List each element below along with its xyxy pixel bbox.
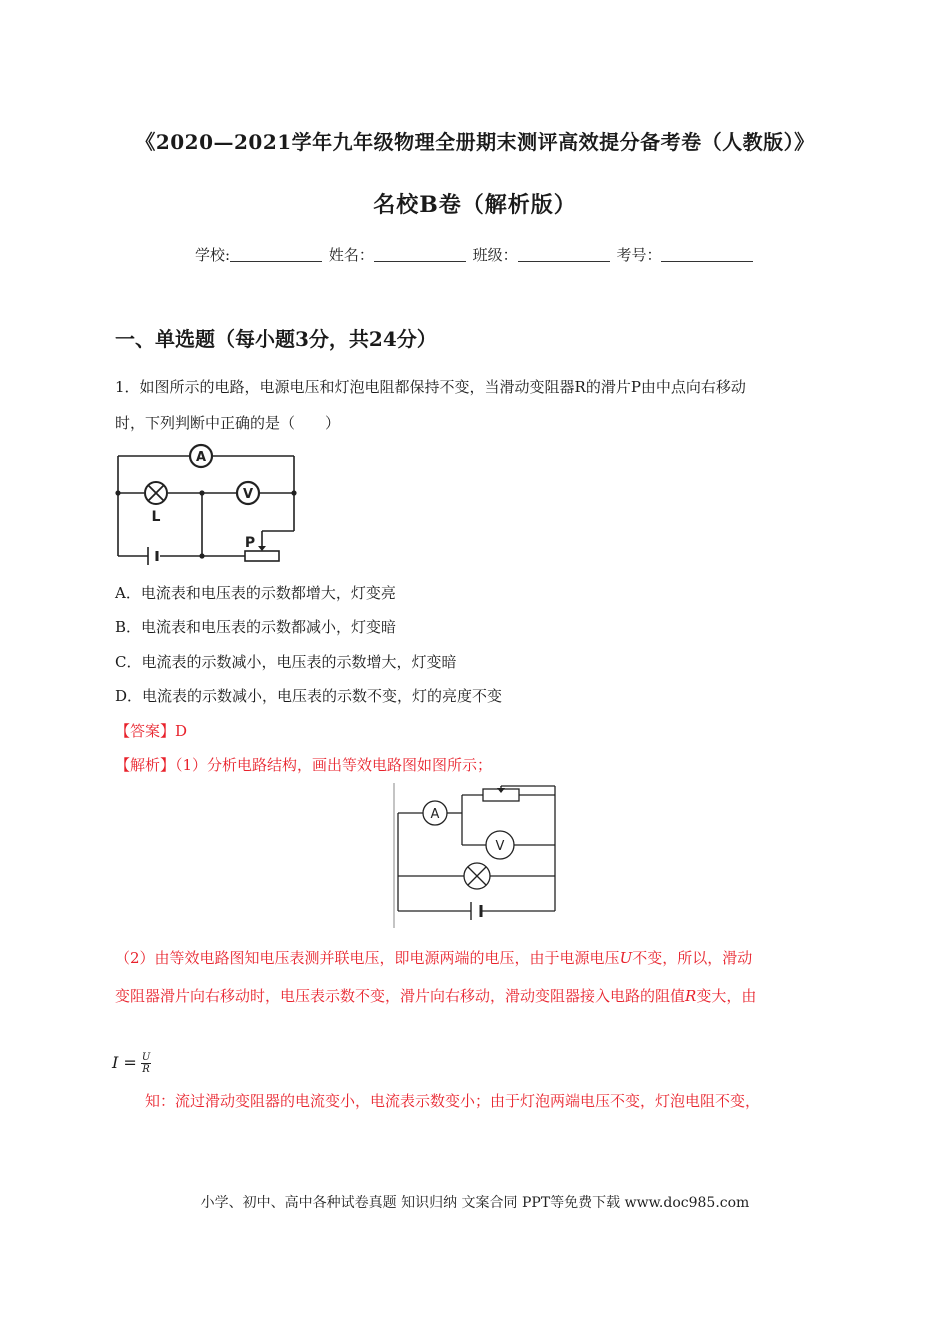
option-c: C．电流表的示数减小，电压表的示数增大，灯变暗	[115, 653, 457, 671]
page-footer: 小学、初中、高中各种试卷真题 知识归纳 文案合同 PPT等免费下载 www.doc985.com	[200, 1195, 750, 1211]
analysis-line1	[115, 754, 492, 775]
class-blank	[518, 247, 610, 262]
option-a: A．电流表和电压表的示数都增大，灯变亮	[115, 584, 396, 602]
formula-denominator: R	[142, 1064, 150, 1075]
voltmeter-icon	[237, 482, 259, 504]
name-label: 姓名：	[328, 246, 374, 264]
equiv-voltmeter-icon	[486, 831, 514, 859]
analysis-p2-line2	[115, 985, 756, 1006]
question-stem-line1: 1．如图所示的电路，电源电压和灯泡电阻都保持不变，当滑动变阻器R的滑片P由中点向右移动	[115, 378, 746, 396]
section-heading: 一、单选题（每小题3分，共24分）	[115, 327, 437, 351]
question-stem-line2: 时，下列判断中正确的是（ ）	[115, 414, 341, 432]
number-label: 考号：	[616, 246, 662, 264]
equiv-ammeter-icon	[423, 801, 447, 825]
option-b: B．电流表和电压表的示数都减小，灯变暗	[115, 618, 397, 636]
analysis-p2-text2b: 变大，由	[696, 987, 757, 1005]
analysis-text1: （1）分析电路结构，画出等效电路图如图所示；	[175, 756, 493, 774]
formula-lhs: I =	[112, 1053, 137, 1072]
ohms-law-formula	[112, 1052, 151, 1075]
ammeter-icon	[190, 445, 212, 467]
lamp-icon	[145, 482, 167, 504]
ammeter-label: A	[195, 450, 207, 465]
formula-numerator: U	[141, 1052, 151, 1063]
answer-line: 【答案】D	[115, 722, 188, 740]
formula-fraction	[141, 1052, 151, 1075]
lamp-label: L	[151, 509, 161, 525]
document-title: 《2020—2021学年九年级物理全册期末测评高效提分备考卷（人教版）》	[135, 130, 815, 154]
equivalent-circuit-diagram	[390, 783, 562, 928]
circuit-diagram	[110, 443, 310, 568]
var-r: R	[685, 987, 697, 1005]
document-subtitle: 名校B卷（解析版）	[373, 192, 577, 218]
equiv-ammeter-label: A	[430, 807, 440, 822]
analysis-p2-line1	[115, 947, 752, 968]
option-d: D．电流表的示数减小，电压表的示数不变，灯的亮度不变	[115, 687, 503, 705]
voltmeter-label: V	[242, 487, 254, 502]
analysis-tag: 【解析】	[115, 756, 176, 774]
analysis-p2-text2a: 变阻器滑片向右移动时，电压表示数不变，滑片向右移动，滑动变阻器接入电路的阻值	[115, 987, 686, 1005]
student-info-row	[195, 244, 755, 265]
slider-label: P	[244, 535, 256, 551]
analysis-p3: 知：流过滑动变阻器的电流变小，电流表示数变小；由于灯泡两端电压不变，灯泡电阻不变，	[145, 1092, 761, 1110]
analysis-p2-text1a: （2）由等效电路图知电压表测并联电压，即电源两端的电压，由于电源电压	[115, 949, 620, 967]
var-u: U	[619, 949, 633, 967]
number-blank	[661, 247, 753, 262]
equiv-lamp-icon	[464, 863, 490, 889]
analysis-p2-text1b: 不变，所以，滑动	[632, 949, 753, 967]
school-blank	[230, 247, 322, 262]
school-label: 学校:	[195, 246, 231, 264]
equiv-voltmeter-label: V	[495, 839, 505, 854]
class-label: 班级：	[472, 246, 518, 264]
name-blank	[374, 247, 466, 262]
